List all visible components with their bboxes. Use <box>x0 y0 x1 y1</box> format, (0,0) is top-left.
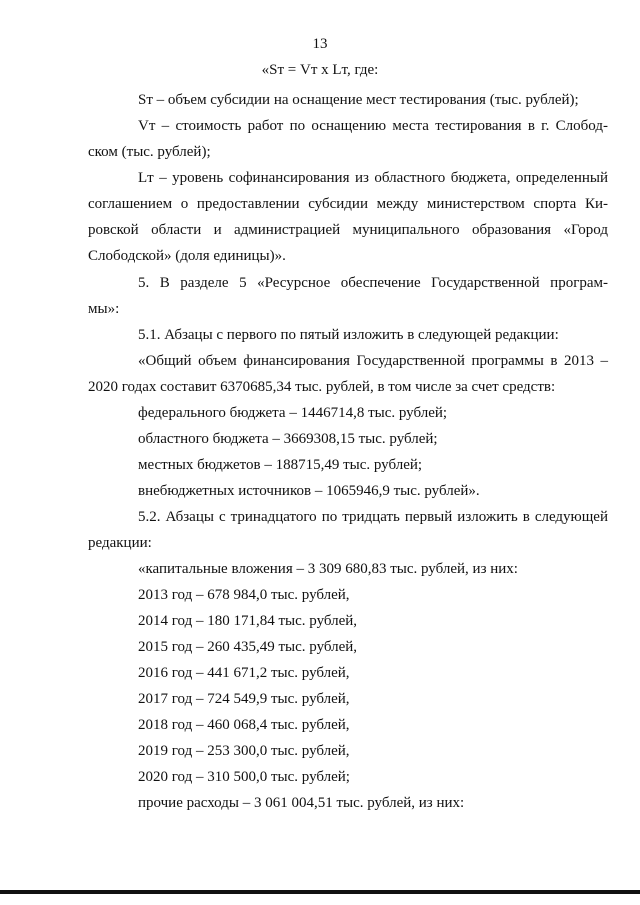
text-line: 5.1. Абзацы с первого по пятый изложить в следующей редакции: <box>138 327 559 343</box>
text-line: 2017 год – 724 549,9 тыс. рублей, <box>138 691 350 707</box>
text-line: 5.2. Абзацы с тринадцатого по тридцать первый изложить в следующей <box>138 509 608 525</box>
text-line: Lт – уровень софинансирования из областного бюджета, определенный <box>138 170 608 186</box>
text-line: 2020 годах составит 6370685,34 тыс. рублей, в том числе за счет средств: <box>88 379 556 395</box>
text-line: 2014 год – 180 171,84 тыс. рублей, <box>138 613 358 629</box>
text-line: внебюджетных источников – 1065946,9 тыс. рублей». <box>138 483 480 499</box>
page-number: 13 <box>312 36 328 52</box>
text-line: 2013 год – 678 984,0 тыс. рублей, <box>138 587 350 603</box>
formula-line: «Sт = Vт х Lт, где: <box>261 62 379 78</box>
text-line: Слободской» (доля единицы)». <box>88 248 286 264</box>
text-line: федерального бюджета – 1446714,8 тыс. рублей; <box>138 405 448 421</box>
text-line: 2019 год – 253 300,0 тыс. рублей, <box>138 743 350 759</box>
text-line: 2016 год – 441 671,2 тыс. рублей, <box>138 665 350 681</box>
text-line: 5. В разделе 5 «Ресурсное обеспечение Государственной програм- <box>138 275 608 291</box>
text-line: мы»: <box>88 301 120 317</box>
text-line: ровской области и администрацией муниципального образования «Город <box>88 222 608 238</box>
text-line: Sт – объем субсидии на оснащение мест тестирования (тыс. рублей); <box>138 92 579 108</box>
bottom-rule <box>0 890 640 894</box>
text-line: редакции: <box>88 535 152 551</box>
text-line: ском (тыс. рублей); <box>88 144 211 160</box>
text-line: соглашением о предоставлении субсидии между министерством спорта Ки- <box>88 196 608 212</box>
text-line: местных бюджетов – 188715,49 тыс. рублей; <box>138 457 423 473</box>
text-line: областного бюджета – 3669308,15 тыс. рублей; <box>138 431 438 447</box>
text-line: 2015 год – 260 435,49 тыс. рублей, <box>138 639 358 655</box>
text-line: «Общий объем финансирования Государственной программы в 2013 – <box>138 353 608 369</box>
text-line: «капитальные вложения – 3 309 680,83 тыс. рублей, из них: <box>138 561 518 577</box>
text-line: прочие расходы – 3 061 004,51 тыс. рублей, из них: <box>138 795 465 811</box>
text-line: 2018 год – 460 068,4 тыс. рублей, <box>138 717 350 733</box>
text-line: Vт – стоимость работ по оснащению места тестирования в г. Слобод- <box>138 118 608 134</box>
text-line: 2020 год – 310 500,0 тыс. рублей; <box>138 769 350 785</box>
